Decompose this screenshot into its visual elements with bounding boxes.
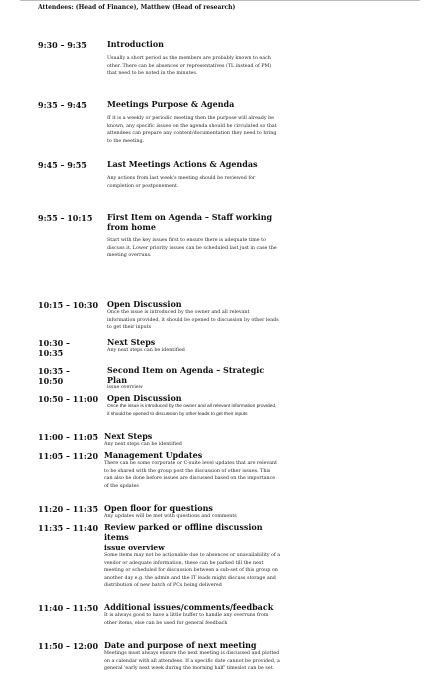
- time-slot: 10:35 – 10:50: [38, 366, 71, 386]
- agenda-item-body: Any next steps can be identified: [104, 442, 182, 447]
- agenda-item-title: Management Updates: [104, 450, 203, 460]
- agenda-item-body: Any actions from last week's meeting should be reviewed for completion or postponement.: [107, 176, 256, 189]
- agenda-item-title: First Item on Agenda – Staff working from home: [107, 212, 273, 232]
- agenda-item-body: There can be some corporate or C-suite level updates that are relevant to be shared with the group post the discussion of other issues. This can also be done before issues are discussed based on the importance of the updates: [104, 461, 278, 489]
- time-slot: 11:00 – 11:05: [38, 432, 99, 442]
- time-slot: 10:15 – 10:30: [38, 300, 99, 310]
- agenda-item-title: Introduction: [107, 39, 164, 49]
- agenda-item-title: Additional issues/comments/feedback: [104, 602, 274, 612]
- agenda-item-body: Once the issue is introduced by the owner and all relevant information provided, it should be opened to discussion by other leads to get their inputs: [107, 404, 277, 417]
- agenda-item-body: Some items may not be actionable due to absences or unavailability of a vendor or adequate information, these can be parked till the next meeting or scheduled for discussion between a sub-set of this group on another day e.g. the admin and the IT leads might discuss storage and distribution of new batch of PCs being delivered: [104, 553, 281, 589]
- agenda-item-subtitle: issue overview: [104, 543, 165, 552]
- agenda-item-body: Once the issue is introduced by the owner and all relevant information provided, it should be opened to discussion by other leads to get their inputs: [107, 310, 279, 331]
- agenda-item-title: Date and purpose of next meeting: [104, 640, 257, 650]
- agenda-item-body: Meetings must always ensure the next meeting is discussed and plotted on a calendar with all attendees. If a specific date cannot be provided, a general 'early next week during the morning half' timeslot can be set.: [104, 651, 280, 672]
- agenda-item-body: Start with the key issues first to ensure there is adequate time to discuss it. Lower priority issues can be scheduled last just in case the meeting overruns.: [107, 238, 277, 259]
- agenda-item-title: Open floor for questions: [104, 503, 213, 513]
- time-slot: 10:30 – 10:35: [38, 338, 71, 358]
- agenda-item-body: issue overview: [107, 385, 143, 390]
- attendees-line: Attendees: (Head of Finance), Matthew (Head of research): [38, 4, 236, 11]
- agenda-item-title: Last Meetings Actions & Agendas: [107, 159, 258, 169]
- time-slot: 10:50 – 11:00: [38, 394, 99, 404]
- agenda-item-title: Next Steps: [104, 431, 153, 441]
- agenda-item-title: Meetings Purpose & Agenda: [107, 99, 235, 109]
- time-slot: 11:50 – 12:00: [38, 641, 99, 651]
- time-slot: 9:35 – 9:45: [38, 100, 87, 110]
- agenda-item-body: Any next steps can be identified: [107, 348, 185, 353]
- agenda-item-title: Next Steps: [107, 337, 156, 347]
- page-top-rule: [20, 0, 420, 1]
- agenda-item-title: Second Item on Agenda – Strategic Plan: [107, 365, 265, 385]
- time-slot: 9:45 – 9:55: [38, 160, 87, 170]
- agenda-item-title: Open Discussion: [107, 393, 182, 403]
- time-slot: 11:40 – 11:50: [38, 603, 99, 613]
- agenda-item-title: Review parked or offline discussion items: [104, 522, 263, 542]
- agenda-item-body: It is always good to have a little buffer to handle any overruns from other items, else can be used for general feedback: [104, 613, 269, 626]
- time-slot: 9:30 – 9:35: [38, 40, 87, 50]
- time-slot: 9:55 – 10:15: [38, 213, 93, 223]
- time-slot: 11:20 – 11:35: [38, 504, 99, 514]
- agenda-item-title: Open Discussion: [107, 299, 182, 309]
- agenda-item-body: Usually a short period as the members are probably known to each other. There can be absences or representatives (TL instead of PM) that need to be noted in the minutes.: [107, 56, 272, 77]
- agenda-item-body: Any updates will be met with questions and comments: [104, 514, 237, 519]
- time-slot: 11:05 – 11:20: [38, 451, 99, 461]
- time-slot: 11:35 – 11:40: [38, 523, 99, 533]
- agenda-item-body: If it is a weekly or periodic meeting then the purpose will already be known, any specific issues on the agenda should be circulated so that attendees can prepare any content/documentation they need to bring to the meeting.: [107, 116, 277, 144]
